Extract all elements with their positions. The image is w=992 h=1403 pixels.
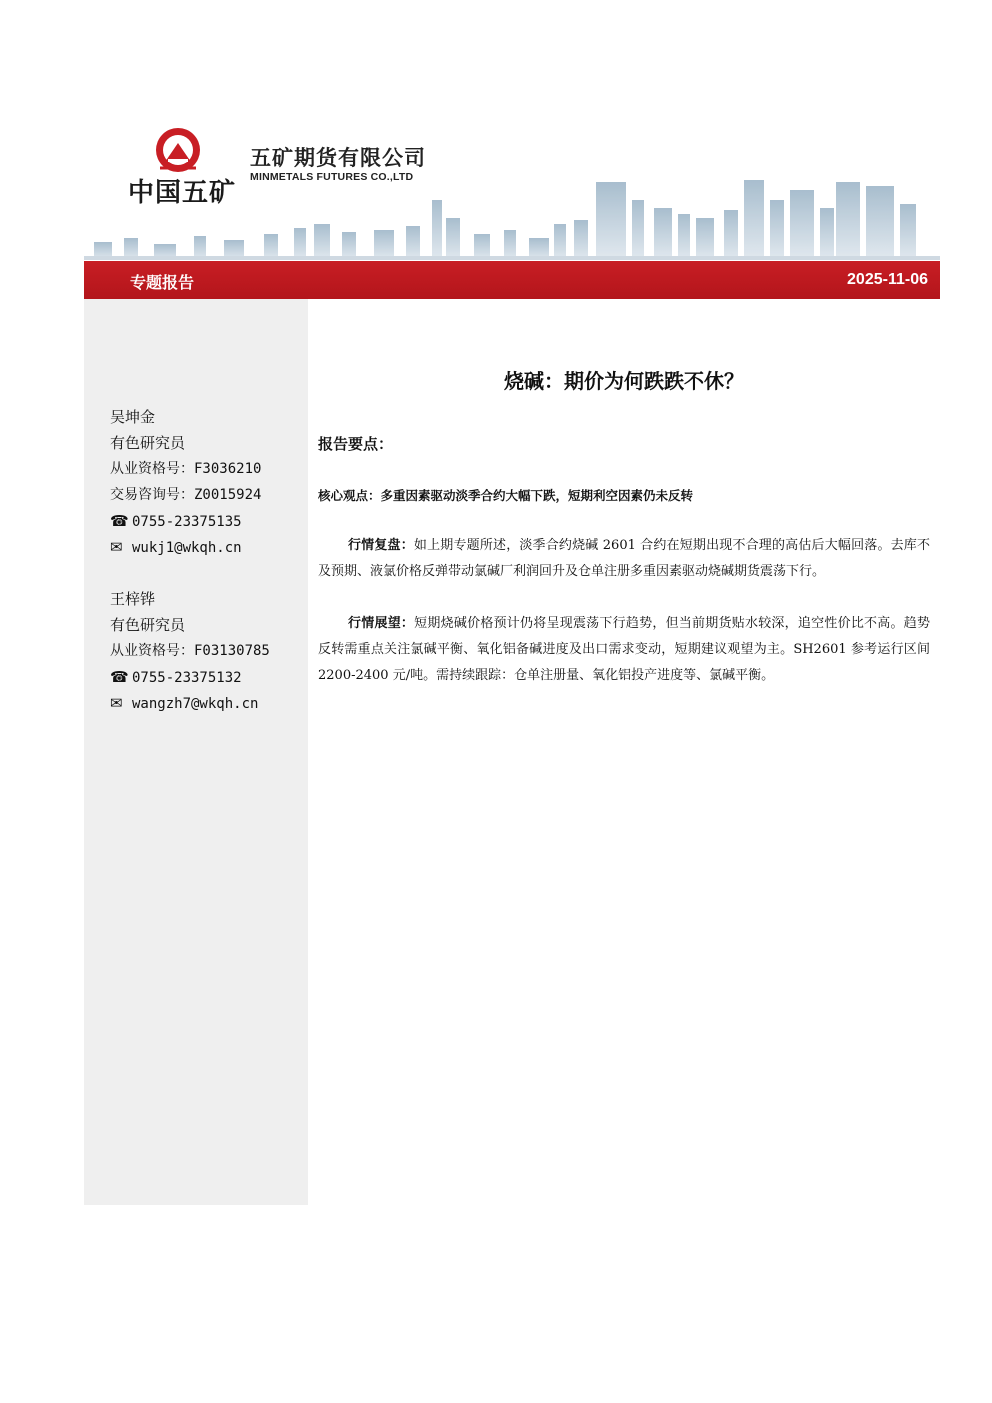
- analyst-card: [110, 586, 270, 716]
- report-type-label: 专题报告: [130, 273, 195, 292]
- analyst-email[interactable]: [110, 534, 261, 560]
- market-review-label: 行情复盘：: [348, 538, 414, 553]
- city-skyline-image: [84, 160, 940, 260]
- company-name-en: MINMETALS FUTURES CO.,LTD: [250, 171, 414, 183]
- analyst-card: [110, 404, 261, 560]
- market-outlook-text: 短期烧碱价格预计仍将呈现震荡下行趋势，但当前期货贴水较深，追空性价比不高。趋势反转需重点关注氯碱平衡、氧化铝备碱进度及出口需求变动，短期建议观望为主。SH2601 参考运行区间 2200-2400 元/吨。需持续跟踪：仓单注册量、氧化铝投产进度等、氯碱平衡。: [318, 616, 930, 683]
- analyst-email-address[interactable]: wukj1@wkqh.cn: [132, 540, 242, 556]
- mail-icon: ✉: [110, 694, 123, 712]
- key-points-heading: 报告要点：: [318, 435, 394, 453]
- core-view: 核心观点：多重因素驱动淡季合约大幅下跌，短期利空因素仍未反转: [318, 488, 694, 503]
- analyst-qualification: 从业资格号：F3036210: [110, 461, 262, 477]
- report-header: [0, 0, 992, 300]
- analyst-phone: [110, 508, 261, 534]
- analyst-email[interactable]: [110, 690, 270, 716]
- analyst-qualification: 从业资格号：F03130785: [110, 643, 270, 659]
- market-review-text: 如上期专题所述，淡季合约烧碱 2601 合约在短期出现不合理的高估后大幅回落。去库不及预期、液氯价格反弹带动氯碱厂利润回升及仓单注册多重因素驱动烧碱期货震荡下行。: [318, 538, 930, 579]
- analyst-role: 有色研究员: [110, 616, 186, 634]
- report-title: 烧碱：期价为何跌跌不休？: [504, 369, 744, 393]
- company-name-cn: 五矿期货有限公司: [250, 146, 426, 170]
- analyst-phone-number: 0755-23375135: [132, 514, 242, 530]
- report-type-band: [84, 261, 940, 299]
- report-date: 2025-11-06: [847, 271, 928, 288]
- market-outlook-label: 行情展望：: [348, 616, 415, 631]
- phone-icon: ☎: [110, 512, 129, 530]
- analyst-email-address[interactable]: wangzh7@wkqh.cn: [132, 696, 259, 712]
- analyst-role: 有色研究员: [110, 434, 186, 452]
- logo-text: 中国五矿: [128, 178, 237, 208]
- phone-icon: ☎: [110, 668, 129, 686]
- market-review-paragraph: [318, 533, 930, 585]
- analyst-consult-number: 交易咨询号：Z0015924: [110, 487, 262, 503]
- market-outlook-paragraph: [318, 611, 930, 689]
- analyst-name: 王梓铧: [110, 590, 156, 608]
- analyst-phone-number: 0755-23375132: [132, 670, 242, 686]
- analyst-name: 吴坤金: [110, 408, 156, 426]
- analyst-phone: [110, 664, 270, 690]
- mail-icon: ✉: [110, 538, 123, 556]
